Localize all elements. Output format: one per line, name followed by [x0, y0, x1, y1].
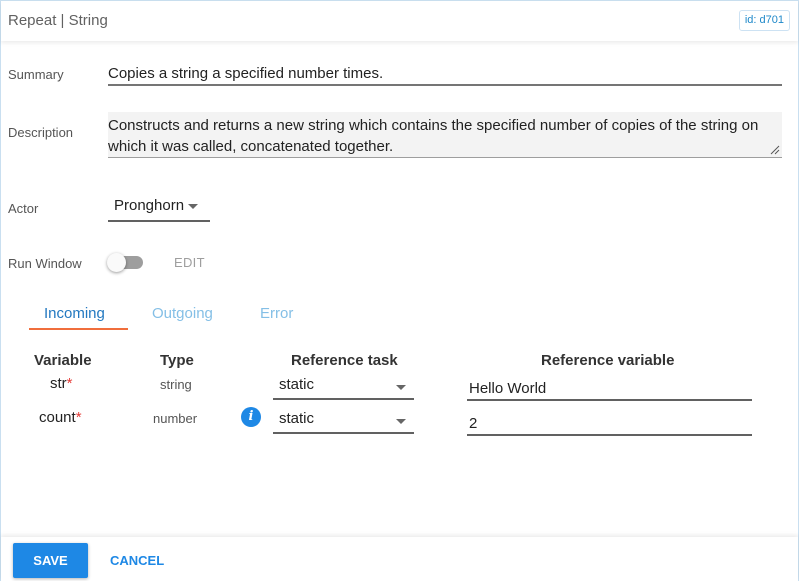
variable-type: number: [153, 411, 198, 426]
dialog-header: [1, 1, 798, 41]
actor-select[interactable]: [108, 195, 210, 222]
reference-task-value: static: [279, 410, 315, 427]
save-button[interactable]: SAVE: [13, 543, 88, 578]
tab-outgoing[interactable]: Outgoing: [152, 305, 213, 322]
variable-name: str: [50, 375, 67, 392]
chevron-down-icon: [396, 419, 406, 424]
reference-task-select[interactable]: [273, 373, 414, 400]
info-icon[interactable]: i: [241, 407, 261, 427]
variable-name: count: [39, 409, 76, 426]
reference-variable-input[interactable]: Hello World: [467, 374, 752, 401]
required-marker: *: [75, 409, 82, 426]
column-header-variable: Variable: [34, 352, 92, 369]
active-tab-indicator: [29, 328, 128, 330]
table-row-variable: [50, 375, 73, 392]
dialog-title: Repeat | String: [8, 12, 108, 29]
chevron-down-icon: [396, 385, 406, 390]
required-marker: *: [66, 375, 73, 392]
id-badge: id: d701: [739, 10, 790, 31]
actor-label: Actor: [8, 201, 39, 216]
description-textarea[interactable]: [108, 112, 782, 158]
cancel-button[interactable]: CANCEL: [110, 553, 165, 568]
run-window-toggle[interactable]: [107, 254, 143, 271]
run-window-label: Run Window: [8, 256, 82, 271]
table-row-variable: [39, 409, 82, 426]
reference-task-value: static: [279, 376, 315, 393]
reference-task-select[interactable]: [273, 407, 414, 434]
toggle-knob: [107, 253, 126, 272]
actor-value: Pronghorn: [114, 197, 185, 214]
description-text: Constructs and returns a new string which contains the specified number of copies of the string on which it was called, concatenated together.: [108, 117, 759, 155]
summary-input[interactable]: Copies a string a specified number times.: [108, 61, 782, 86]
variable-type: string: [160, 377, 192, 392]
column-header-reference-variable: Reference variable: [541, 352, 675, 369]
chevron-down-icon: [188, 204, 198, 209]
tab-error[interactable]: Error: [260, 305, 294, 322]
summary-label: Summary: [8, 67, 64, 82]
description-label: Description: [8, 125, 74, 140]
edit-button[interactable]: EDIT: [174, 255, 205, 270]
dialog-footer: [1, 537, 798, 581]
column-header-type: Type: [160, 352, 194, 369]
tab-incoming[interactable]: Incoming: [44, 305, 105, 322]
resize-handle-icon[interactable]: [770, 145, 780, 155]
reference-variable-input[interactable]: 2: [467, 409, 752, 436]
column-header-reference-task: Reference task: [291, 352, 398, 369]
